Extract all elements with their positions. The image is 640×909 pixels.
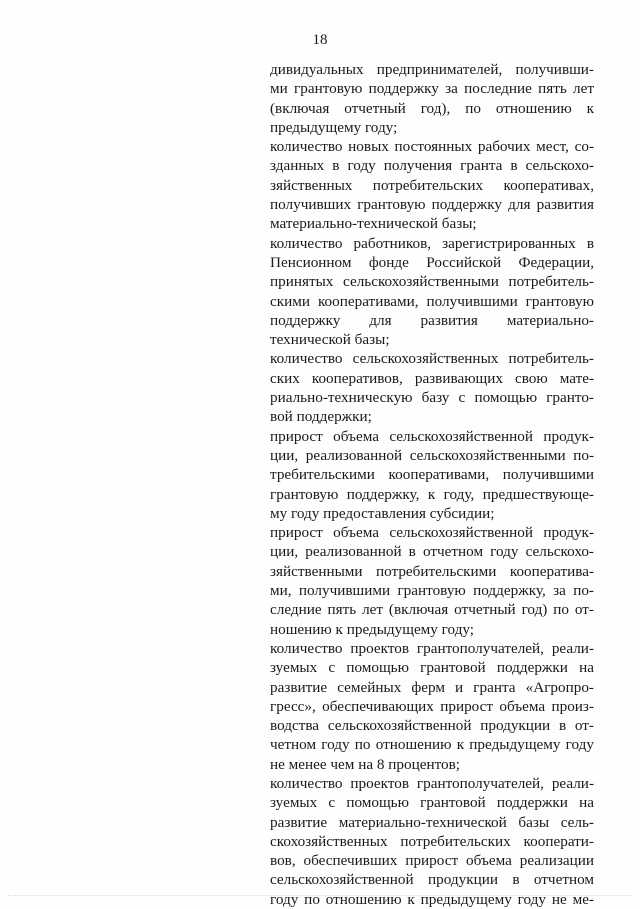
scan-artifact-divider [8,895,632,900]
text-line: прирост объема сельскохозяйственной продук- [270,427,594,445]
text-line: ских кооперативов, развивающих свою мате- [270,369,594,387]
page-number: 18 [312,32,328,48]
text-line: количество сельскохозяйственных потребитель- [270,350,594,368]
text-line: скими кооперативами, получившими грантовую [270,292,594,310]
text-line: зяйственными потребительскими кооператива- [270,562,594,580]
text-line: (включая отчетный год), по отношению к [270,99,594,117]
text-line: скохозяйственных потребительских кооперати- [270,832,594,850]
text-line: му году предоставления субсидии; [270,504,495,522]
text-line: гресс», обеспечивающих прирост объема произ- [270,697,594,715]
text-line: прирост объема сельскохозяйственной продук- [270,524,594,542]
text-line: сельскохозяйственной продукции в отчетном [270,871,594,889]
text-line: водства сельскохозяйственной продукции в от- [270,717,594,735]
text-line: году по отношению к предыдущему году не ме- [270,890,594,908]
text-line: дивидуальных предпринимателей, получивши- [270,61,594,78]
text-line: зданных в году получения гранта в сельскохо- [270,157,594,175]
text-line: количество проектов грантополучателей, реали- [270,639,594,657]
text-line: ции, реализованной сельскохозяйственными по- [270,446,594,464]
text-line: технической базы; [270,331,390,349]
text-line: риально-техническую базу с помощью гранто- [270,389,594,407]
text-line: грантовую поддержку, к году, предшествующе- [270,485,594,503]
text-line: ции, реализованной в отчетном году сельскохо- [270,543,594,561]
text-line: материально-технической базы; [270,215,477,233]
text-line: требительскими кооперативами, получившими [270,466,594,484]
text-line: принятых сельскохозяйственными потребитель- [270,273,594,291]
text-line: зуемых с помощью грантовой поддержки на [270,794,594,812]
text-line: получивших грантовую поддержку для развития [270,196,594,214]
text-line: количество проектов грантополучателей, реали- [270,774,594,792]
text-line: развитие материально-технической базы сель- [270,813,594,831]
text-line: предыдущему году; [270,118,398,136]
text-line: вов, обеспечивших прирост объема реализации [270,852,594,870]
text-line: следние пять лет (включая отчетный год) по от- [270,601,594,619]
text-line: ми грантовую поддержку за последние пять лет [270,80,594,98]
body-text [270,60,594,909]
text-line: развитие семейных ферм и гранта «Агропро- [270,678,594,696]
text-line: Пенсионном фонде Российской Федерации, [270,253,594,271]
text-line: поддержку для развития материально- [270,311,594,329]
text-line: зуемых с помощью грантовой поддержки на [270,659,594,677]
text-line: зяйственных потребительских кооперативах, [270,176,594,194]
text-line: четном году по отношению к предыдущему году [270,736,594,754]
text-line: количество новых постоянных рабочих мест, со- [270,138,594,156]
text-line: количество работников, зарегистрированных в [270,234,594,252]
text-line: вой поддержки; [270,408,372,426]
text-line: ми, получившими грантовую поддержку, за по- [270,582,594,600]
text-line: не менее чем на 8 процентов; [270,755,460,773]
text-line: ношению к предыдущему году; [270,620,475,638]
